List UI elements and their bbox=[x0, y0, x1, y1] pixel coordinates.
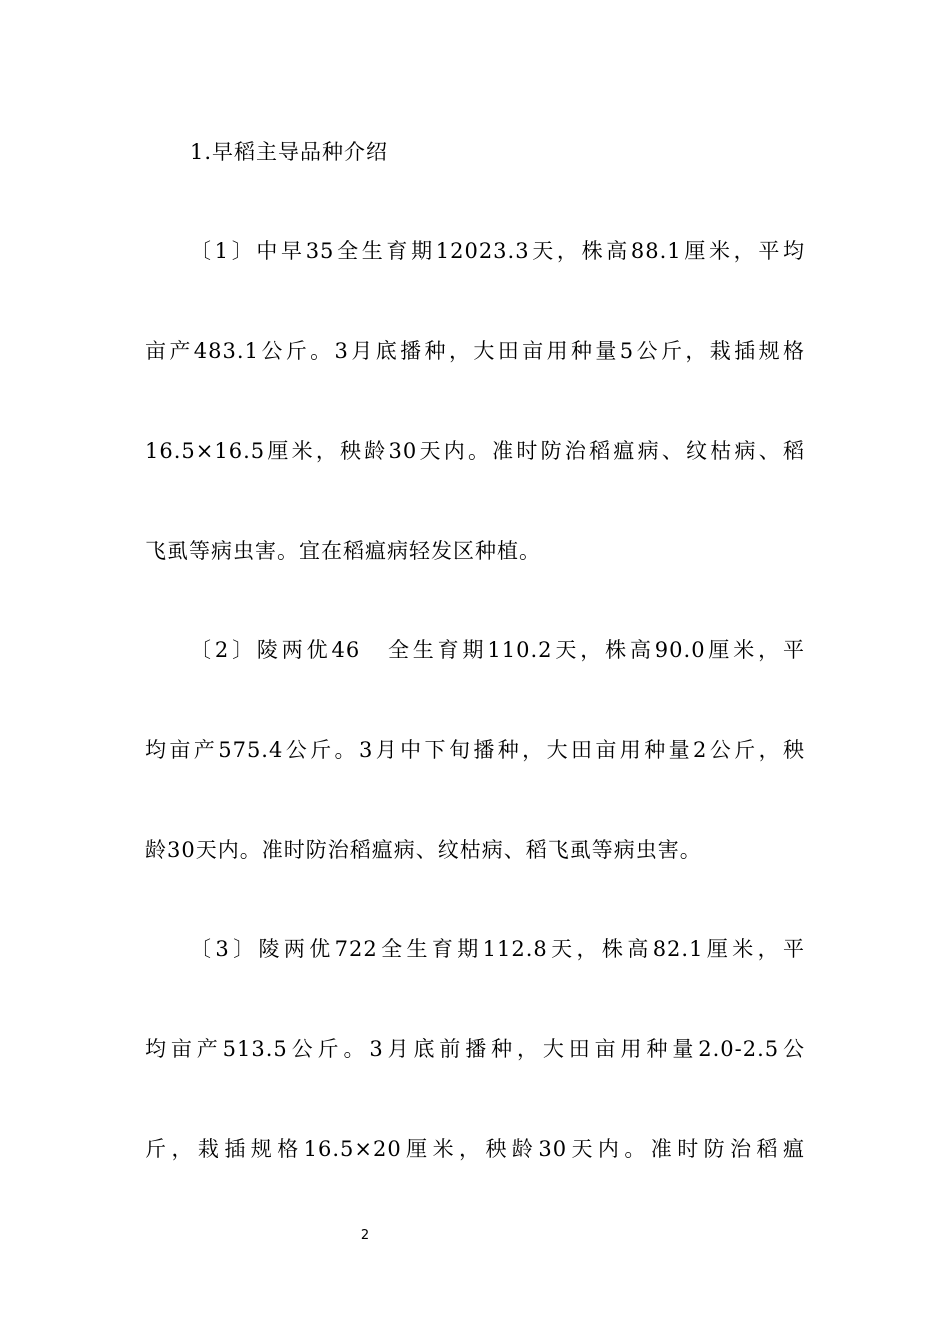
paragraph-line: 均亩产575.4公斤。3月中下旬播种，大田亩用种量2公斤，秧 bbox=[145, 738, 805, 762]
paragraph-line: 龄30天内。准时防治稻瘟病、纹枯病、稻飞虱等病虫害。 bbox=[145, 838, 702, 862]
paragraph-line: 亩产483.1公斤。3月底播种，大田亩用种量5公斤，栽插规格 bbox=[145, 339, 805, 363]
section-heading: 1.早稻主导品种介绍 bbox=[190, 140, 389, 164]
paragraph-line: 16.5×16.5厘米，秧龄30天内。准时防治稻瘟病、纹枯病、稻 bbox=[145, 439, 805, 463]
paragraph-line: 〔1〕中早35全生育期12023.3天，株高88.1厘米，平均 bbox=[190, 239, 805, 263]
page-number: 2 bbox=[360, 1228, 370, 1243]
paragraph-line: 斤，栽插规格16.5×20厘米，秧龄30天内。准时防治稻瘟 bbox=[145, 1137, 805, 1161]
paragraph-line: 〔2〕陵两优46 全生育期110.2天，株高90.0厘米，平 bbox=[190, 638, 805, 662]
paragraph-line: 〔3〕陵两优722全生育期112.8天，株高82.1厘米，平 bbox=[190, 937, 805, 961]
paragraph-line: 均亩产513.5公斤。3月底前播种，大田亩用种量2.0-2.5公 bbox=[145, 1037, 805, 1061]
paragraph-line: 飞虱等病虫害。宜在稻瘟病轻发区种植。 bbox=[145, 539, 541, 563]
